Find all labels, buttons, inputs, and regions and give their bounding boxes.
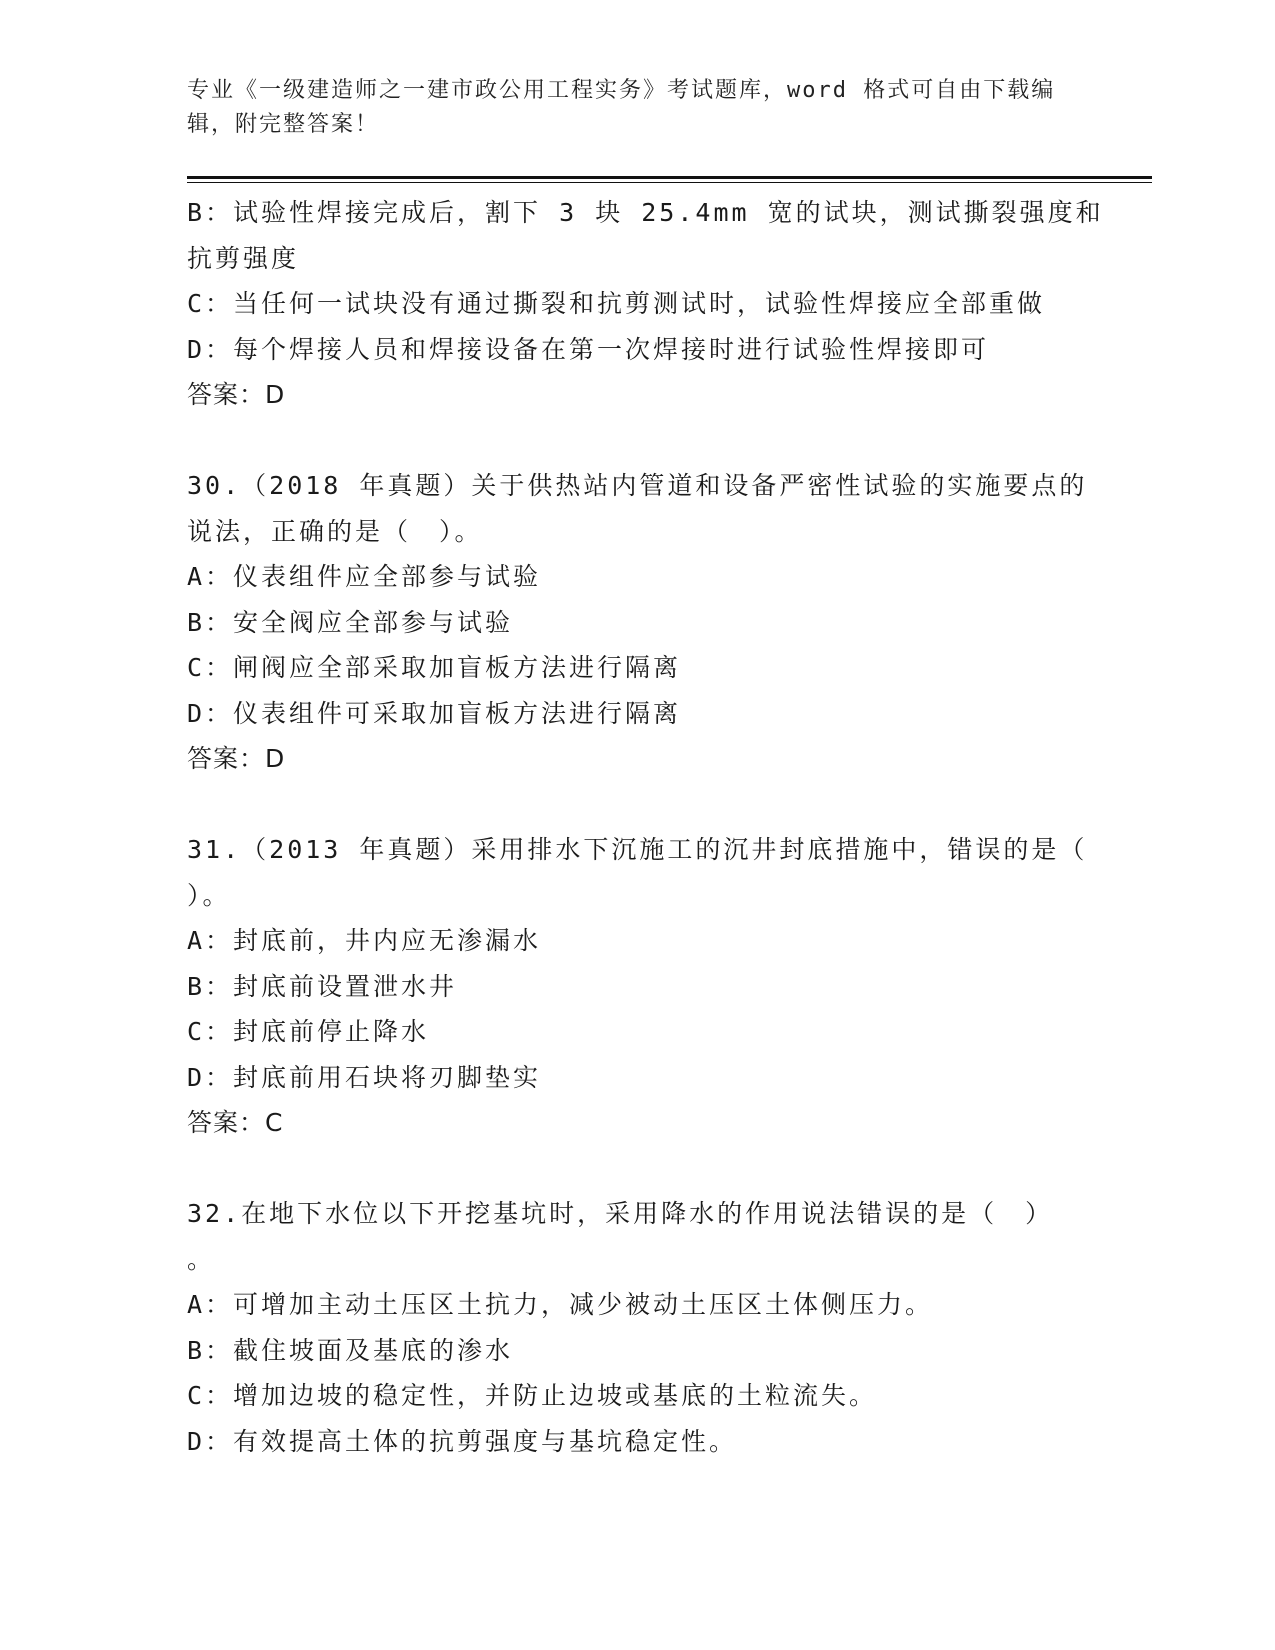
question-stem-line-2: 。 [187,1244,216,1274]
answer: 答案：C [187,1108,284,1137]
option-c: C：当任何一试块没有通过撕裂和抗剪测试时，试验性焊接应全部重做 [187,289,1046,318]
question-stem-line-1: 30.（2018 年真题）关于供热站内管道和设备严密性试验的实施要点的 [187,471,1088,500]
option-c: C：闸阀应全部采取加盲板方法进行隔离 [187,653,682,682]
question-29-tail [187,190,1104,418]
option-a: A：可增加主动土压区土抗力，减少被动土压区土体侧压力。 [187,1290,934,1319]
option-b: B：截住坡面及基底的渗水 [187,1335,514,1365]
option-b-line-2: 抗剪强度 [187,243,300,273]
option-d: D：仪表组件可采取加盲板方法进行隔离 [187,698,682,728]
question-stem-line-1: 31.（2013 年真题）采用排水下沉施工的沉井封底措施中，错误的是（ [187,835,1088,864]
question-31 [187,827,1087,1146]
option-d: D：每个焊接人员和焊接设备在第一次焊接时进行试验性焊接即可 [187,334,990,364]
header-line-2: 辑，附完整答案！ [187,112,380,137]
option-d: D：有效提高土体的抗剪强度与基坑稳定性。 [187,1426,738,1456]
header-line-1: 专业《一级建造师之一建市政公用工程实务》考试题库，word 格式可自由下载编 [187,78,1056,103]
question-32 [187,1191,1087,1464]
question-stem-line-1: 32.在地下水位以下开挖基坑时，采用降水的作用说法错误的是（ ） [187,1199,1054,1228]
option-b-line-1: B：试验性焊接完成后，割下 3 块 25.4mm 宽的试块，测试撕裂强度和 [187,198,1104,227]
question-stem-line-2: ）。 [187,880,231,910]
option-c: C：封底前停止降水 [187,1017,430,1046]
spacer [187,1146,1087,1192]
header-rule-thick [187,176,1152,179]
spacer [187,418,1087,464]
answer: 答案：D [187,380,286,409]
page-header [187,74,1067,142]
question-stem-line-2: 说法，正确的是（ ）。 [187,516,483,546]
option-c: C：增加边坡的稳定性，并防止边坡或基底的土粒流失。 [187,1381,878,1410]
option-d: D：封底前用石块将刃脚垫实 [187,1062,542,1092]
spacer [187,782,1087,828]
question-content [187,190,1104,1464]
answer: 答案：D [187,744,286,773]
option-b: B：封底前设置泄水井 [187,971,458,1001]
option-a: A：仪表组件应全部参与试验 [187,562,542,591]
option-a: A：封底前，井内应无渗漏水 [187,926,542,955]
question-30 [187,463,1087,782]
option-b: B：安全阀应全部参与试验 [187,607,514,637]
header-rule-thin [187,182,1152,183]
